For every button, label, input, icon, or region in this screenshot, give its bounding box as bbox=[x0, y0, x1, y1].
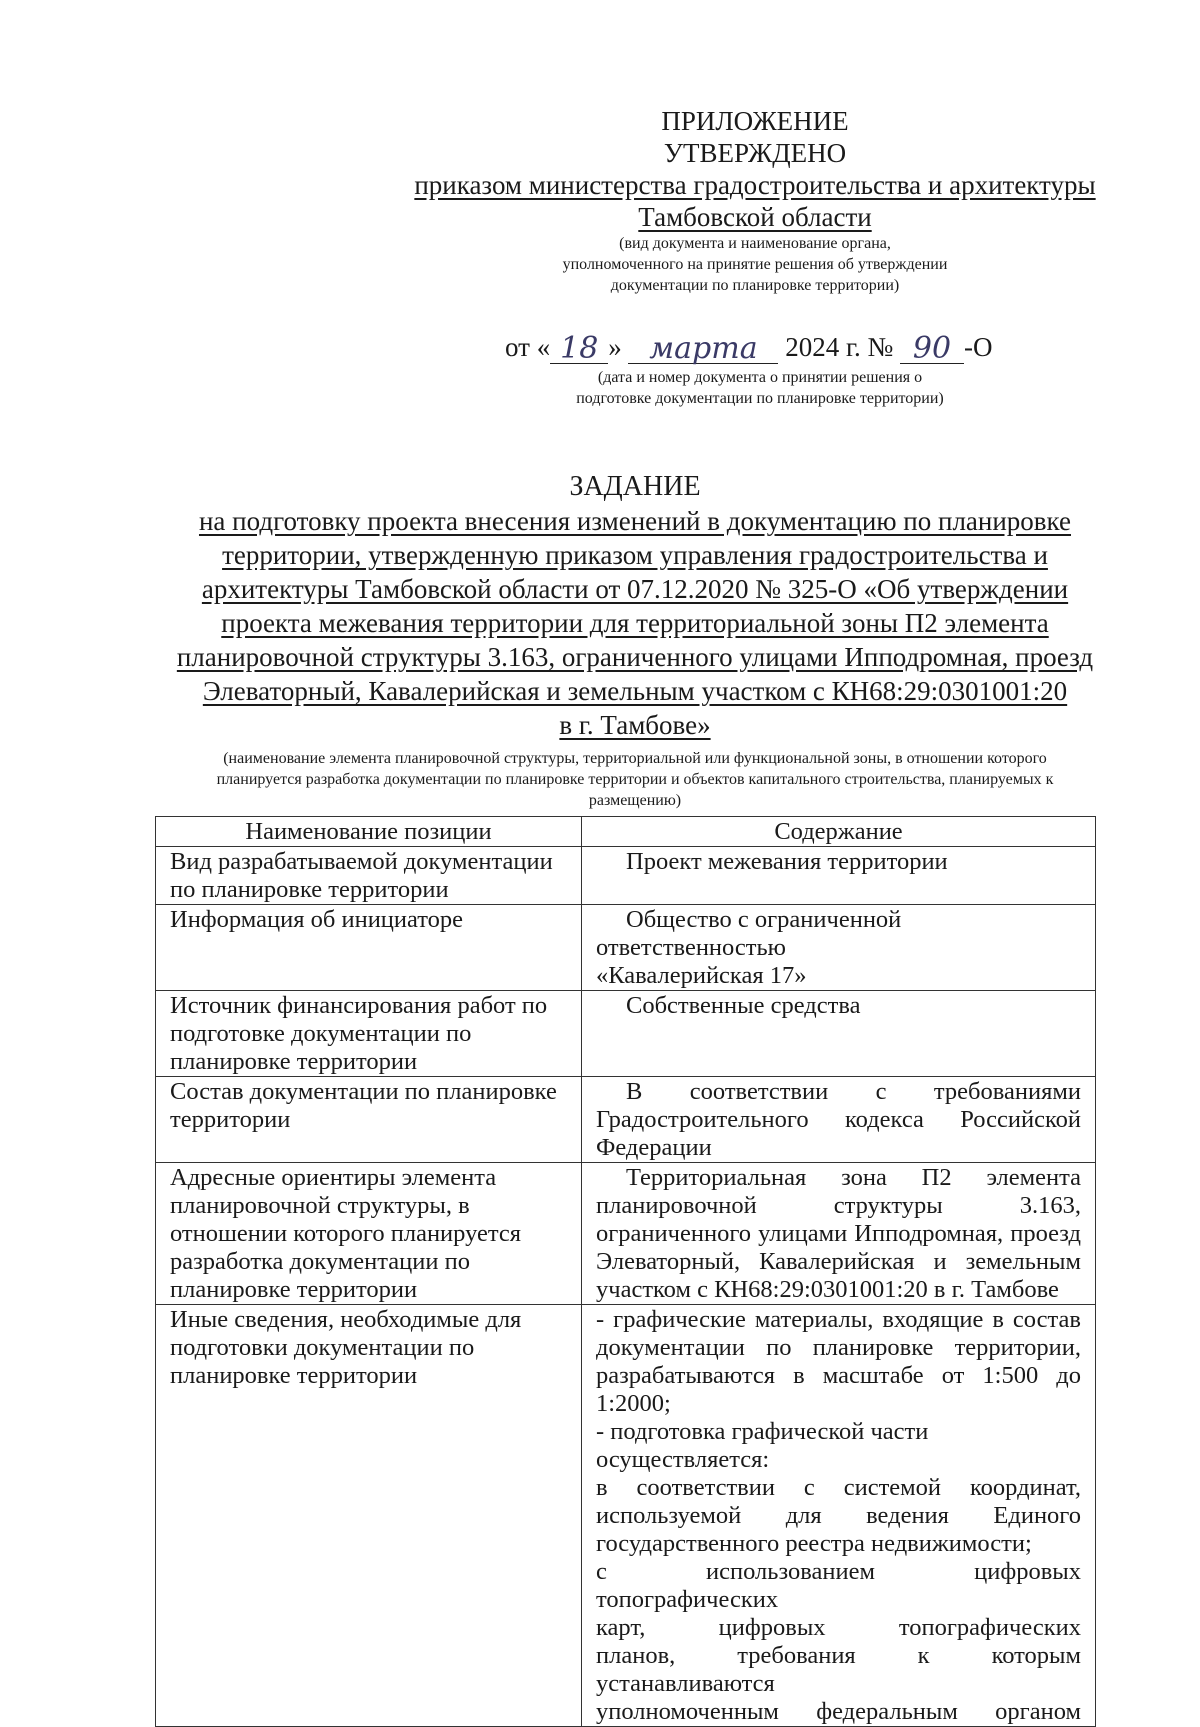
assignment-table bbox=[155, 816, 1096, 1727]
cell-line: планов, требования к которым устанавливаются bbox=[596, 1642, 1081, 1697]
title-note-line2: планируется разработка документации по планировке территории и объектов капитального строительства, планируемых к bbox=[216, 771, 1054, 788]
cell-line: территории bbox=[170, 1106, 291, 1133]
number-field bbox=[900, 331, 964, 364]
cell-line: с использованием цифровых топографических bbox=[596, 1558, 1081, 1613]
title-line: проекта межевания территории для территориальной зоны П2 элемента bbox=[221, 608, 1049, 638]
cell-line: подготовке документации по bbox=[170, 1020, 472, 1047]
cell-line: Территориальная зона П2 элемента bbox=[626, 1164, 1081, 1191]
title-note-line1: (наименование элемента планировочной структуры, территориальной или функциональной зоны, в отношении которого bbox=[223, 750, 1047, 767]
cell-line: государственного реестра недвижимости; bbox=[596, 1530, 1032, 1557]
cell-line: В соответствии с требованиями bbox=[626, 1078, 1081, 1105]
position-cell bbox=[156, 1305, 582, 1727]
cell-line: разработка документации по bbox=[170, 1248, 470, 1275]
cell-line: - графические материалы, входящие в состав bbox=[596, 1306, 1081, 1333]
table-row bbox=[156, 847, 1096, 905]
content-cell bbox=[582, 1163, 1096, 1305]
content-cell bbox=[582, 1305, 1096, 1727]
table-row bbox=[156, 1305, 1096, 1727]
title-note bbox=[140, 748, 1130, 811]
title-line: на подготовку проекта внесения изменений в документацию по планировке bbox=[198, 506, 1071, 536]
cell-line: разрабатываются в масштабе от 1:500 до bbox=[596, 1362, 1081, 1389]
title-line: территории, утвержденную приказом управления градостроительства и bbox=[222, 540, 1048, 570]
cell-line: в соответствии с системой координат, bbox=[596, 1474, 1081, 1501]
cell-line: Адресные ориентиры элемента bbox=[170, 1164, 497, 1191]
cell-line: «Кавалерийская 17» bbox=[596, 962, 807, 989]
position-cell bbox=[156, 1077, 582, 1163]
approval-header bbox=[380, 105, 1130, 296]
order-issuer-line1: приказом министерства градостроительства и архитектуры bbox=[414, 170, 1096, 200]
position-cell bbox=[156, 847, 582, 905]
date-note-line1: (дата и номер документа о принятии решения о bbox=[597, 369, 923, 386]
handwritten-number: 90 bbox=[912, 331, 952, 366]
issuer-note-line1: (вид документа и наименование органа, bbox=[619, 235, 891, 252]
order-date-line bbox=[505, 330, 993, 364]
table-row bbox=[156, 1077, 1096, 1163]
cell-line: Состав документации по планировке bbox=[170, 1078, 557, 1105]
cell-line: Информация об инициаторе bbox=[170, 906, 464, 933]
title-line: в г. Тамбове» bbox=[559, 710, 711, 740]
cell-line: подготовки документации по bbox=[170, 1334, 475, 1361]
title-line: планировочной структуры 3.163, ограниченного улицами Ипподромная, проезд bbox=[176, 642, 1094, 672]
table-row bbox=[156, 991, 1096, 1077]
approved-label: УТВЕРЖДЕНО bbox=[663, 138, 847, 168]
cell-line: планировке территории bbox=[170, 1362, 418, 1389]
assignment-title bbox=[140, 470, 1130, 811]
cell-line: по планировке территории bbox=[170, 876, 449, 903]
cell-line: Иные сведения, необходимые для bbox=[170, 1306, 522, 1333]
table-header-row bbox=[156, 817, 1096, 847]
position-cell bbox=[156, 991, 582, 1077]
table-row bbox=[156, 905, 1096, 991]
cell-line: планировке территории bbox=[170, 1048, 418, 1075]
issuer-note-line3: документации по планировке территории) bbox=[610, 277, 900, 294]
table-row bbox=[156, 1163, 1096, 1305]
cell-line: Вид разрабатываемой документации bbox=[170, 848, 553, 875]
cell-line: участком с КН68:29:0301001:20 в г. Тамбове bbox=[596, 1276, 1059, 1303]
content-cell bbox=[582, 847, 1096, 905]
column-header-content: Содержание bbox=[582, 817, 1096, 847]
cell-line: - подготовка графической части осуществляется: bbox=[596, 1418, 929, 1473]
cell-line: планировке территории bbox=[170, 1276, 418, 1303]
title-note-line3: размещению) bbox=[588, 792, 682, 809]
date-quote-close: » bbox=[608, 332, 622, 362]
handwritten-day: 18 bbox=[560, 331, 599, 366]
title-line: архитектуры Тамбовской области от 07.12.2020 № 325-О «Об утверждении bbox=[201, 574, 1069, 604]
handwritten-month: марта bbox=[649, 331, 758, 366]
cell-line: Проект межевания территории bbox=[626, 848, 948, 875]
date-note-line2: подготовке документации по планировке территории) bbox=[576, 390, 944, 407]
date-prefix: от « bbox=[505, 332, 551, 362]
cell-line: документации по планировке территории, bbox=[596, 1334, 1081, 1361]
cell-line: Собственные средства bbox=[626, 992, 861, 1019]
cell-line: Элеваторный, Кавалерийская и земельным bbox=[596, 1248, 1081, 1275]
cell-line: планировочной структуры, в bbox=[170, 1192, 470, 1219]
issuer-note-line2: уполномоченного на принятие решения об утверждении bbox=[562, 256, 948, 273]
year-number-text: 2024 г. № bbox=[785, 332, 894, 362]
cell-line: карт, цифровых топографических bbox=[596, 1614, 1081, 1641]
cell-line: Градостроительного кодекса Российской bbox=[596, 1106, 1081, 1133]
date-note bbox=[500, 367, 1020, 409]
number-suffix: -О bbox=[964, 332, 993, 362]
month-field bbox=[628, 331, 778, 364]
cell-line: Источник финансирования работ по bbox=[170, 992, 548, 1019]
appendix-label: ПРИЛОЖЕНИЕ bbox=[661, 106, 849, 136]
cell-line: Федерации bbox=[596, 1134, 712, 1161]
cell-line: отношении которого планируется bbox=[170, 1220, 522, 1247]
cell-line: уполномоченным федеральным органом bbox=[596, 1698, 1081, 1725]
order-issuer-line2: Тамбовской области bbox=[638, 202, 872, 232]
title-line: Элеваторный, Кавалерийская и земельным участком с КН68:29:0301001:20 bbox=[202, 676, 1068, 706]
content-cell bbox=[582, 991, 1096, 1077]
cell-line: используемой для ведения Единого bbox=[596, 1502, 1081, 1529]
cell-line: ограниченного улицами Ипподромная, проезд bbox=[596, 1220, 1081, 1247]
assignment-heading: ЗАДАНИЕ bbox=[569, 471, 701, 502]
content-cell bbox=[582, 905, 1096, 991]
cell-line: планировочной структуры 3.163, bbox=[596, 1192, 1081, 1219]
column-header-position: Наименование позиции bbox=[156, 817, 582, 847]
position-cell bbox=[156, 905, 582, 991]
cell-line: 1:2000; bbox=[596, 1390, 671, 1417]
day-field bbox=[550, 331, 608, 364]
content-cell bbox=[582, 1077, 1096, 1163]
cell-line: Общество с ограниченной ответственностью bbox=[596, 906, 902, 961]
position-cell bbox=[156, 1163, 582, 1305]
